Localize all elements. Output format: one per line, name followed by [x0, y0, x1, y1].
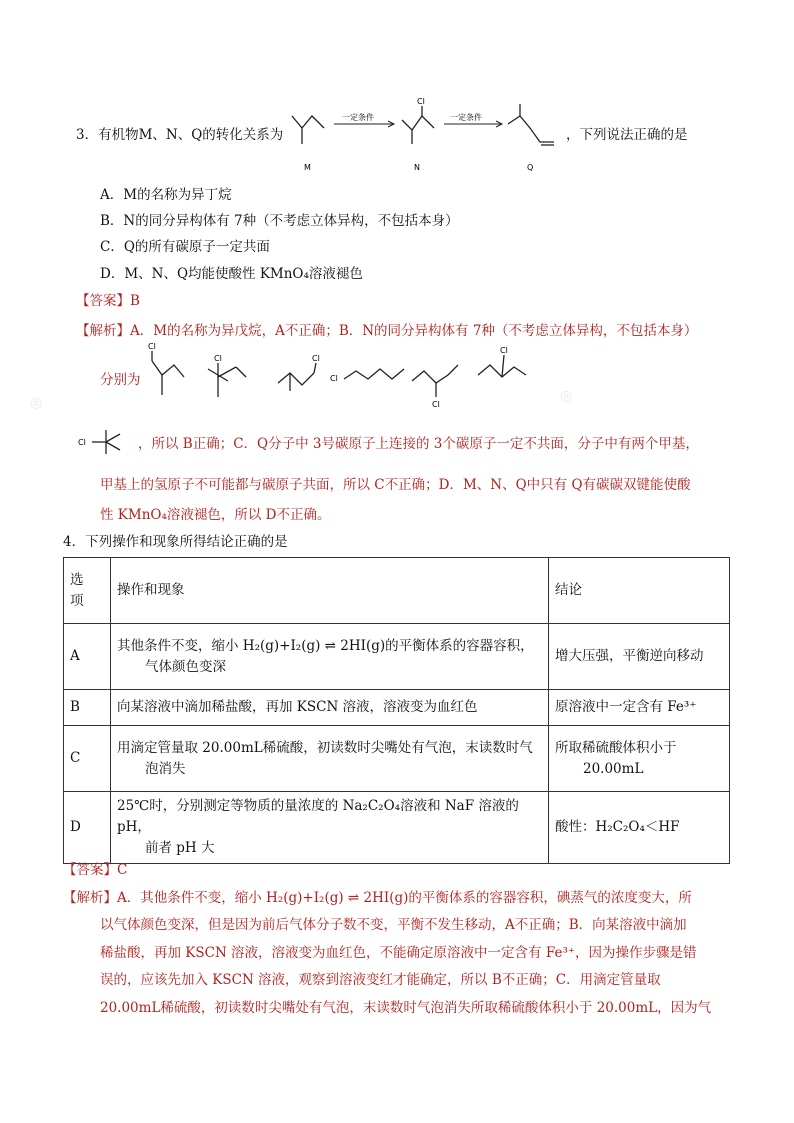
molecule-n	[402, 106, 434, 144]
q4-answer	[63, 860, 127, 880]
row-a-option: A	[64, 624, 111, 690]
q3-analysis-text3: 甲基上的氢原子不可能都与碳原子共面，所以 C不正确；D．M、N、Q中只有 Q有碳碳双键能使酸	[100, 477, 691, 493]
q3-analysis-text1: A．M的名称为异戊烷，A不正确；B．N的同分异构体有 7种（不考虑立体异构，不包括本身）	[130, 323, 698, 339]
row-b-option: B	[64, 690, 111, 726]
q3-analysis-text2: ，所以 B正确；C．Q分子中 3号碳原子上连接的 3个碳原子一定不共面，分子中有两个甲基，	[138, 436, 699, 452]
isomer-7	[78, 428, 128, 468]
q3-stem-prefix: 3．有机物M、N、Q的转化关系为	[76, 127, 284, 143]
arrow-1-label: 一定条件	[342, 113, 374, 122]
header-conclusion: 结论	[549, 558, 730, 624]
q3-option-b: B．N的同分异构体有 7种（不考虑立体异构，不包括本身）	[100, 213, 459, 229]
header-option: 选项	[64, 558, 111, 624]
q3-answer-tag: 【答案】	[76, 293, 130, 309]
isomer7-cl: Cl	[78, 438, 86, 447]
table-header-row	[64, 558, 730, 624]
q4-analysis-text3: 稀盐酸，再加 KSCN 溶液，溶液变为血红色，不能确定原溶液中一定含有 Fe³⁺，因为操作步骤是错	[100, 945, 697, 961]
row-d-conclusion: 酸性：H₂C₂O₄＜HF	[549, 792, 730, 864]
row-a-operation: 其他条件不变，缩小 H₂(g)+I₂(g) ⇌ 2HI(g)的平衡体系的容器容积， 气体颜色变深	[111, 624, 549, 690]
watermark-logo-2: ◎	[560, 388, 573, 404]
header-operation: 操作和现象	[111, 558, 549, 624]
q4-answer-tag: 【答案】	[63, 862, 117, 878]
table-row	[64, 792, 730, 864]
isomer5-cl: Cl	[432, 400, 440, 409]
label-q: Q	[527, 163, 534, 172]
q3-analysis-line1	[76, 321, 697, 341]
q4-analysis-tag: 【解析】	[63, 890, 117, 906]
molecule-m	[292, 116, 324, 144]
q3-analysis-tag: 【解析】	[76, 323, 130, 339]
label-n: N	[414, 163, 420, 172]
label-m: M	[304, 163, 311, 172]
row-b-conclusion: 原溶液中一定含有 Fe³⁺	[549, 690, 730, 726]
molecule-q	[508, 104, 554, 145]
table-row	[64, 726, 730, 792]
row-c-option: C	[64, 726, 111, 792]
q3-option-a: A．M的名称为异丁烷	[100, 187, 232, 203]
row-c-operation: 用滴定管量取 20.00mL稀硫酸，初读数时尖嘴处有气泡，末读数时气 泡消失	[111, 726, 549, 792]
isomer-structures	[140, 342, 540, 415]
q3-fenbie: 分别为	[100, 372, 141, 388]
q4-analysis-text5: 20.00mL稀硫酸，初读数时尖嘴处有气泡，末读数时气泡消失所取稀硫酸体积小于 20.00mL，因为气	[100, 1000, 712, 1016]
isomer2-cl: Cl	[214, 354, 222, 363]
watermark-logo: ◎	[30, 395, 43, 411]
q4-analysis-text2: 以气体颜色变深，但是因为前后气体分子数不变，平衡不发生移动，A不正确；B．向某溶液中滴加	[100, 917, 687, 933]
isomer3-cl: Cl	[312, 354, 320, 363]
q3-option-c: C．Q的所有碳原子一定共面	[100, 239, 270, 255]
table-row	[64, 690, 730, 726]
label-n-cl: Cl	[417, 97, 425, 106]
arrow-2-label: 一定条件	[450, 113, 482, 122]
isomer6-cl: Cl	[500, 346, 508, 355]
q4-analysis-text4: 误的，应该先加入 KSCN 溶液，观察到溶液变红才能确定，所以 B不正确；C．用滴定管量取	[100, 972, 661, 988]
q3-stem-suffix: ，下列说法正确的是	[566, 127, 688, 143]
row-c-conclusion: 所取稀硫酸体积小于 20.00mL	[549, 726, 730, 792]
row-b-operation: 向某溶液中滴加稀盐酸，再加 KSCN 溶液，溶液变为血红色	[111, 690, 549, 726]
q4-analysis-text1: A．其他条件不变，缩小 H₂(g)+I₂(g) ⇌ 2HI(g)的平衡体系的容器容积，碘蒸气的浓度变大，所	[117, 890, 692, 906]
reaction-scheme	[290, 98, 570, 178]
q4-table	[63, 557, 730, 864]
q3-analysis-text4: 性 KMnO₄溶液褪色，所以 D不正确。	[100, 507, 331, 523]
q3-answer-value: B	[130, 293, 140, 309]
q4-stem: 4．下列操作和现象所得结论正确的是	[63, 534, 288, 550]
isomer1-cl: Cl	[148, 342, 156, 351]
row-d-option: D	[64, 792, 111, 864]
q4-answer-value: C	[117, 862, 128, 878]
table-row	[64, 624, 730, 690]
row-a-conclusion: 增大压强，平衡逆向移动	[549, 624, 730, 690]
q4-analysis-line1	[63, 888, 692, 908]
isomer4-cl: Cl	[330, 374, 338, 383]
q3-option-d: D．M、N、Q均能使酸性 KMnO₄溶液褪色	[100, 266, 363, 282]
q3-answer	[76, 291, 140, 311]
row-d-operation: 25℃时，分别测定等物质的量浓度的 Na₂C₂O₄溶液和 NaF 溶液的 pH， 前者 pH 大	[111, 792, 549, 864]
